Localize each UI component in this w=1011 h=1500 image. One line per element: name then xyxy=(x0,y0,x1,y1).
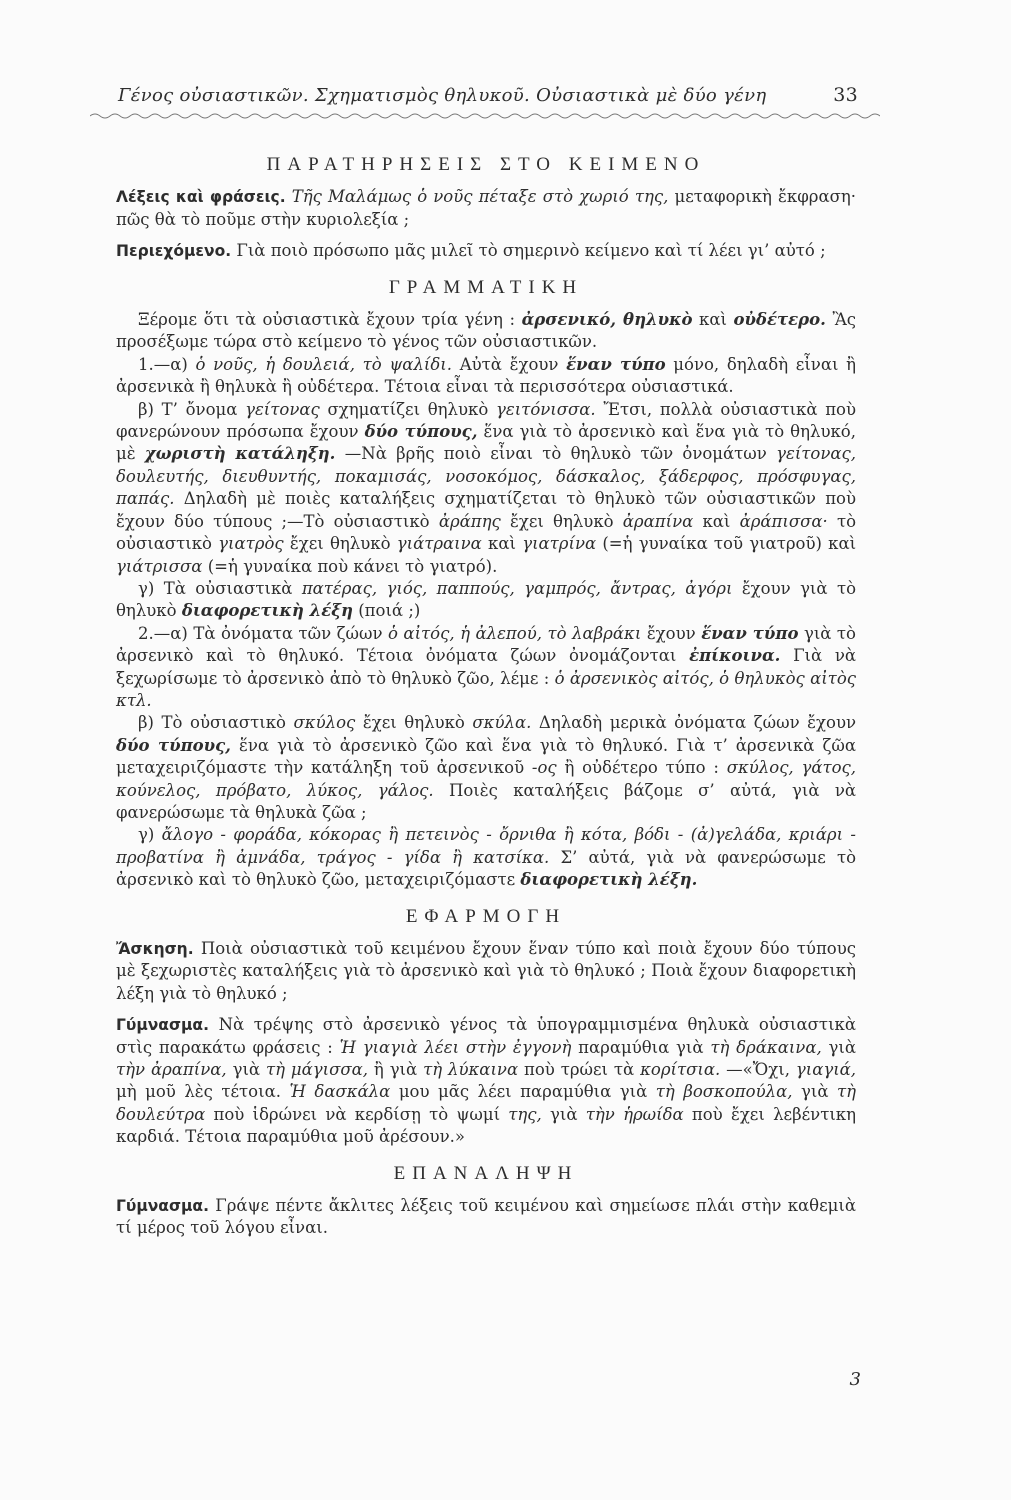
content-label: Περιεχόμενο. xyxy=(116,242,232,261)
words-phrases-paragraph: Λέξεις καὶ φράσεις. Τῆς Μαλάμως ὁ νοῦς πέταξε στὸ χωριό της, μεταφορικὴ ἔκφραση· πῶς θὰ τὸ ποῦμε στὴν κυριολεξία ; xyxy=(116,187,856,229)
page-body xyxy=(116,140,856,1249)
section-heading-application: ΕΦΑΡΜΟΓΗ xyxy=(405,905,567,927)
section-heading-grammar: ΓΡΑΜΜΑΤΙΚΗ xyxy=(388,276,584,298)
exercise-label: Ἄσκηση. xyxy=(116,940,194,958)
grammar-intro: Ξέρομε ὅτι τὰ οὐσιαστικὰ ἔχουν τρία γένη : ἀρσενικό, θηλυκὸ καὶ οὐδέτερο. Ἂς προσέξωμε τώρα στὸ κείμενο τὸ γένος τῶν οὐσιαστικῶν. xyxy=(116,310,857,352)
drill-paragraph: Γύμνασμα. Νὰ τρέψης στὸ ἀρσενικὸ γένος τὰ ὑπογραμμισμένα θηλυκὰ οὐσιαστικὰ στὶς παρακάτω φράσεις : Ἡ γιαγιὰ λέει στὴν ἐγγονὴ παραμύθια γιὰ τὴ δράκαινα, γιὰ τὴν ἀραπίνα, γιὰ τὴ μάγισσα, ἢ γιὰ τὴ λύκαινα ποὺ τρώει τὰ κορίτσια. —«Ὄχι, γιαγιά, μὴ μοῦ λὲς τέτοια. Ἡ δασκάλα μου μᾶς λέει παραμύθια γιὰ τὴ βοσκοπούλα, γιὰ τὴ δουλεύτρα ποὺ ἱδρώνει νὰ κερδίσῃ τὸ ψωμί της, γιὰ τὴν ἡρωίδα ποὺ ἔχει λεβέντικη καρδιά. Τέτοια παραμύθια μοῦ ἀρέσουν.» xyxy=(116,1015,857,1147)
section-heading-observations: ΠΑΡΑΤΗΡΗΣΕΙΣ ΣΤΟ ΚΕΙΜΕΝΟ xyxy=(266,154,706,175)
words-phrases-label: Λέξεις καὶ φράσεις. xyxy=(116,188,286,207)
wavy-rule xyxy=(90,110,880,122)
grammar-point-2a: 2.—α) Τὰ ὀνόματα τῶν ζώων ὁ αἰτός, ἡ ἀλεπού, τὸ λαβράκι ἔχουν ἕναν τύπο γιὰ τὸ ἀρσενικὸ καὶ τὸ θηλυκό. Τέτοια ὀνόματα ζώων ὀνομάζονται ἐπίκοινα. Γιὰ νὰ ξεχωρίσωμε τὸ ἀρσενικὸ ἀπὸ τὸ θηλυκὸ ζῶο, λέμε : ὁ ἀρσενικὸς αἰτός, ὁ θηλυκὸς αἰτὸς κτλ. xyxy=(116,623,856,710)
review-label: Γύμνασμα. xyxy=(116,1197,209,1216)
grammar-point-2b: β) Τὸ οὐσιαστικὸ σκύλος ἔχει θηλυκὸ σκύλα. Δηλαδὴ μερικὰ ὀνόματα ζώων ἔχουν δύο τύπους, ἕνα γιὰ τὸ ἀρσενικὸ ζῶο καὶ ἕνα γιὰ τὸ θηλυκό. Γιὰ τ’ ἀρσενικὰ ζῶα μεταχειριζόμαστε τὴν κατάληξη τοῦ ἀρσενικοῦ -ος ἢ οὐδέτερο τύπο : σκύλος, γάτος, κούνελος, πρόβατο, λύκος, γάλος. Ποιὲς καταλήξεις βάζομε σ’ αὐτά, γιὰ νὰ φανερώσωμε τὰ θηλυκὰ ζῶα ; xyxy=(116,713,857,822)
section-heading-review: ΕΠΑΝΑΛΗΨΗ xyxy=(393,1162,579,1184)
grammar-point-1a: 1.—α) ὁ νοῦς, ἡ δουλειά, τὸ ψαλίδι. Αὐτὰ ἔχουν ἕναν τύπο μόνο, δηλαδὴ εἶναι ἢ ἀρσενικὰ ἢ θηλυκὰ ἢ οὐδέτερα. Τέτοια εἶναι τὰ περισσότερα οὐσιαστικά. xyxy=(116,354,856,397)
content-paragraph: Περιεχόμενο. Γιὰ ποιὸ πρόσωπο μᾶς μιλεῖ τὸ σημερινὸ κείμενο καὶ τί λέει γι’ αὐτό ; xyxy=(116,241,826,261)
grammar-point-1b: β) Τ’ ὄνομα γείτονας σχηματίζει θηλυκὸ γειτόνισσα. Ἔτσι, πολλὰ οὐσιαστικὰ ποὺ φανερώνουν πρόσωπα ἔχουν δύο τύπους, ἕνα γιὰ τὸ ἀρσενικὸ καὶ ἕνα γιὰ τὸ θηλυκό, μὲ χωριστὴ κατάληξη. —Νὰ βρῆς ποιὸ εἶναι τὸ θηλυκὸ τῶν ὀνομάτων γείτονας, δουλευτής, διευθυντής, ποκαμισάς, νοσοκόμος, δάσκαλος, ξάδερφος, πρόσφυγας, παπάς. Δηλαδὴ μὲ ποιὲς καταλήξεις σχηματίζεται τὸ θηλυκὸ τῶν οὐσιαστικῶν ποὺ ἔχουν δύο τύπους ;—Τὸ οὐσιαστικὸ ἀράπης ἔχει θηλυκὸ ἀραπίνα καὶ ἀράπισσα· τὸ οὐσιαστικὸ γιατρὸς ἔχει θηλυκὸ γιάτραινα καὶ γιατρίνα (=ἡ γυναίκα τοῦ γιατροῦ) καὶ γιάτρισσα (=ἡ γυναίκα ποὺ κάνει τὸ γιατρό). xyxy=(116,399,857,576)
drill-label: Γύμνασμα. xyxy=(116,1016,209,1035)
review-paragraph: Γύμνασμα. Γράψε πέντε ἄκλιτες λέξεις τοῦ κειμένου καὶ σημείωσε πλάι στὴν καθεμιὰ τί μέρος τοῦ λόγου εἶναι. xyxy=(116,1196,856,1238)
header-title: Γένος οὐσιαστικῶν. Σχηματισμὸς θηλυκοῦ. Οὐσιαστικὰ μὲ δύο γένη xyxy=(118,85,767,106)
grammar-point-1c: γ) Τὰ οὐσιαστικὰ πατέρας, γιός, παππούς, γαμπρός, ἄντρας, ἀγόρι ἔχουν γιὰ τὸ θηλυκὸ διαφορετικὴ λέξη (ποιά ;) xyxy=(116,578,857,621)
grammar-point-2c: γ) ἄλογο - φοράδα, κόκορας ἢ πετεινὸς - ὄρνιθα ἢ κότα, βόδι - (ἀ)γελάδα, κριάρι - προβατίνα ἢ ἀμνάδα, τράγος - γίδα ἢ κατσίκα. Σ’ αὐτά, γιὰ νὰ φανερώσωμε τὸ ἀρσενικὸ καὶ τὸ θηλυκὸ ζῶο, μεταχειριζόμαστε διαφορετικὴ λέξη. xyxy=(116,825,857,890)
running-header xyxy=(118,84,858,106)
signature-mark: 3 xyxy=(849,1369,861,1390)
exercise-paragraph: Ἄσκηση. Ποιὰ οὐσιαστικὰ τοῦ κειμένου ἔχουν ἕναν τύπο καὶ ποιὰ ἔχουν δύο τύπους μὲ ξεχωριστὲς καταλήξεις γιὰ τὸ ἀρσενικὸ καὶ γιὰ τὸ θηλυκό ; Ποιὰ ἔχουν διαφορετικὴ λέξη γιὰ τὸ θηλυκό ; xyxy=(116,939,856,1003)
page-number: 33 xyxy=(833,84,858,106)
